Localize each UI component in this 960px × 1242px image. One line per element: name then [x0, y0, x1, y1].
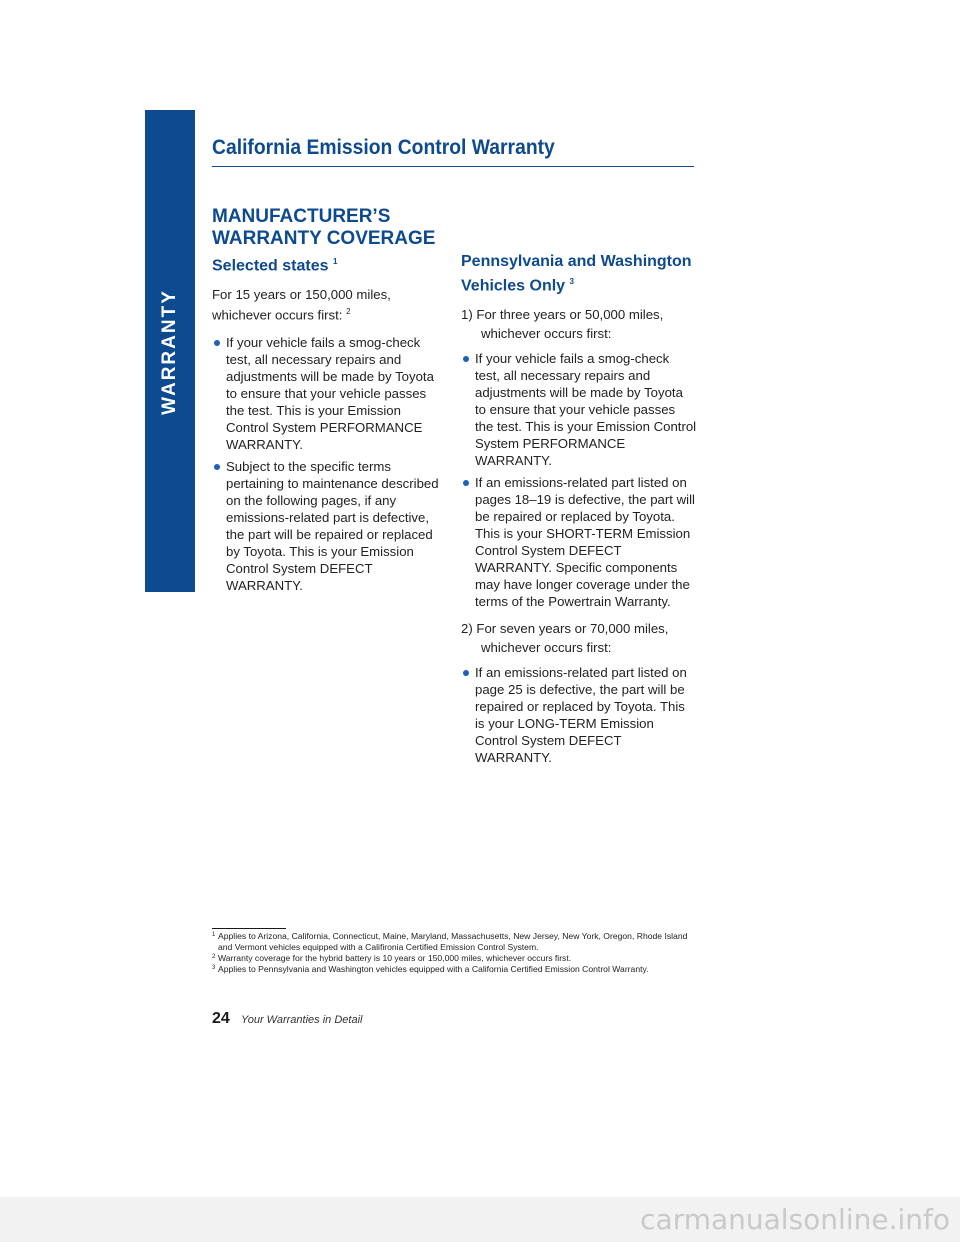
bullet-icon — [463, 670, 469, 676]
list-item: If your vehicle fails a smog-check test, all necessary repairs and adjustments will be made by Toyota to ensure that your vehicle passes the test. This is your Emission Control System PERFORMANCE WARRANTY. — [461, 350, 697, 469]
bullet-icon — [463, 480, 469, 486]
page-number: 24 — [212, 1010, 230, 1027]
footnote-ref: 2 — [346, 307, 351, 317]
footnotes — [212, 931, 702, 975]
list-item: If an emissions-related part listed on pages 18–19 is defective, the part will be repaired or replaced by Toyota. This is your SHORT-TERM Emission Control System DEFECT WARRANTY. Specific components may have longer coverage under the terms of the Powertrain Warranty. — [461, 474, 697, 610]
footnote: 1 Applies to Arizona, California, Connecticut, Maine, Maryland, Massachusetts, New Jersey, New York, Oregon, Rhode Island and Vermont vehicles equipped with a Califironia Certified Emission Control System. — [212, 931, 688, 952]
footnote-ref: 3 — [569, 277, 574, 286]
title-divider — [212, 166, 694, 167]
list-item: If an emissions-related part listed on page 25 is defective, the part will be repaired or replaced by Toyota. This is your LONG-TERM Emission Control System DEFECT WARRANTY. — [461, 664, 697, 766]
coverage-term-1: 1) For three years or 50,000 miles, whichever occurs first: — [461, 307, 664, 342]
footnote-ref: 1 — [332, 257, 338, 266]
footnote-divider — [212, 928, 286, 929]
right-subheading: Pennsylvania and Washington Vehicles Only $^3$ — [461, 253, 692, 295]
section-heading: MANUFACTURER’S WARRANTY COVERAGE — [212, 206, 436, 249]
footnote: 2 Warranty coverage for the hybrid battery is 10 years or 150,000 miles, whichever occurs first. — [212, 953, 572, 963]
right-column — [461, 252, 697, 771]
list-item: If your vehicle fails a smog-check test, all necessary repairs and adjustments will be made by Toyota to ensure that your vehicle passes the test. This is your Emission Control System PERFORMANCE WARRANTY. — [212, 334, 442, 453]
watermark: carmanualsonline.info — [0, 1197, 960, 1242]
left-subheading: Selected states $^1$ — [212, 257, 338, 275]
list-item: Subject to the specific terms pertaining to maintenance described on the following pages, if any emissions-related part is defective, the part will be repaired or replaced by Toyota. This is your Emission Control System DEFECT WARRANTY. — [212, 458, 442, 594]
side-tab-label: WARRANTY — [159, 289, 180, 415]
bullet-icon — [463, 356, 469, 362]
page-title: California Emission Control Warranty — [212, 136, 555, 159]
left-intro: For 15 years or 150,000 miles, whichever occurs first: $^2$ — [212, 287, 391, 323]
footnote: 3 Applies to Pennsylvania and Washington vehicles equipped with a California Certified Emission Control Warranty. — [212, 964, 649, 974]
bullet-icon — [214, 464, 220, 470]
left-column — [212, 252, 442, 599]
coverage-term-2: 2) For seven years or 70,000 miles, whichever occurs first: — [461, 621, 669, 656]
bullet-icon — [214, 340, 220, 346]
section-name: Your Warranties in Detail — [241, 1014, 363, 1026]
